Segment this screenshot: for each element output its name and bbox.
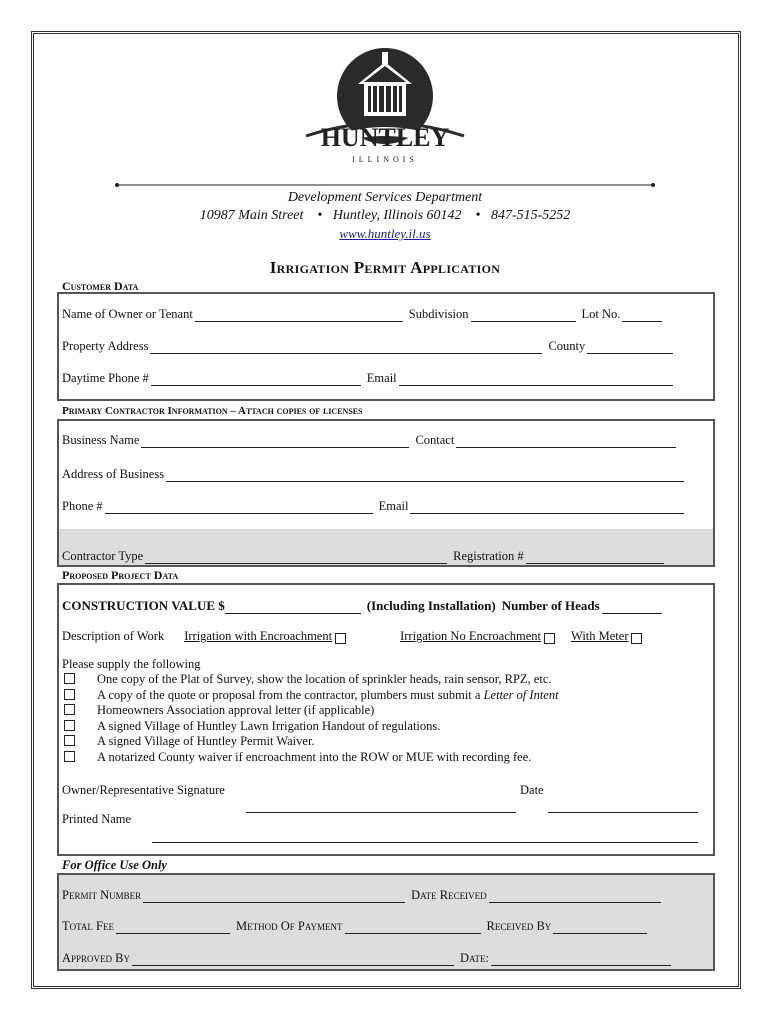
received-by-label: Received By [486,919,552,933]
permit-label: Permit Number [62,888,142,902]
contact-line: 10987 Main Street • Huntley, Illinois 60142 • 847-515-5252 [199,208,571,223]
huntley-logo [300,44,470,169]
letter-of-intent: Letter of Intent [483,687,559,702]
city-address: Huntley, Illinois 60142 [332,208,462,223]
requirement-checkbox[interactable] [64,673,75,684]
description-row [62,628,698,644]
printed-name-label: Printed Name [62,812,132,826]
owner-row [62,306,698,322]
contractor-type-field[interactable] [145,551,447,564]
daytime-phone-field[interactable] [151,373,361,386]
daytime-phone-label: Daytime Phone # [62,371,149,385]
contractor-type-row [62,548,698,564]
approved-label: Approved By [62,951,130,965]
signature-date-label: Date [520,783,544,797]
requirement-checkbox[interactable] [64,720,75,731]
approved-row [62,950,698,966]
street-address: 10987 Main Street [199,208,304,223]
requirement-text: A signed Village of Huntley Permit Waiver. [97,734,315,749]
requirement-item [62,734,559,750]
department-name: Development Services Department [287,190,483,205]
subdivision-field[interactable] [471,309,576,322]
heads-label: Number of Heads [501,598,600,613]
county-label: County [548,339,586,353]
received-by-field[interactable] [553,921,647,934]
project-heading: Proposed Project Data [62,568,179,582]
office-date-field[interactable] [491,953,671,966]
subdivision-label: Subdivision [408,307,469,321]
approved-field[interactable] [132,953,454,966]
property-label: Property Address [62,339,149,353]
logo-name: HUNTLEY [320,123,450,152]
lot-field[interactable] [622,309,662,322]
registration-label: Registration # [453,549,524,563]
requirement-checkbox[interactable] [64,735,75,746]
business-label: Business Name [62,433,140,447]
county-field[interactable] [587,341,673,354]
requirement-checkbox[interactable] [64,751,75,762]
contact-field[interactable] [456,435,676,448]
requirement-text: Homeowners Association approval letter (if applicable) [97,703,375,718]
property-row [62,338,698,354]
method-label: Method Of Payment [235,919,343,933]
including-label: (Including Installation) [366,598,496,613]
opt-encroachment-label: Irrigation with Encroachment [184,629,333,643]
signature-field[interactable] [246,812,516,813]
contractor-phone-row [62,498,698,514]
construction-value-row [62,598,698,614]
owner-field[interactable] [195,309,403,322]
business-field[interactable] [141,435,409,448]
method-field[interactable] [345,921,481,934]
contractor-email-label: Email [378,499,409,513]
requirement-text: A notarized County waiver if encroachment into the ROW or MUE with recording fee. [97,749,532,764]
customer-email-label: Email [366,371,397,385]
permit-row [62,887,698,903]
construction-value-label: CONSTRUCTION VALUE $ [62,598,225,613]
contractor-email-field[interactable] [410,501,684,514]
business-address-field[interactable] [166,469,684,482]
requirement-item [62,672,559,688]
customer-heading: Customer Data [62,279,139,293]
requirement-item [62,750,559,766]
contractor-heading: Primary Contractor Information – Attach copies of licenses [62,405,363,417]
owner-label: Name of Owner or Tenant [62,307,193,321]
requirement-item [62,688,559,704]
logo-subtitle: ILLINOIS [352,155,418,164]
opt-meter-checkbox[interactable] [631,633,642,644]
supply-label: Please supply the following [62,657,201,671]
customer-email-field[interactable] [399,373,673,386]
signature-date-field[interactable] [548,812,698,813]
total-fee-label: Total Fee [62,919,114,933]
opt-no-encroachment-checkbox[interactable] [544,633,555,644]
property-field[interactable] [150,341,542,354]
description-label: Description of Work [62,629,165,643]
business-address-label: Address of Business [62,467,165,481]
opt-meter-label: With Meter [571,629,629,643]
permit-field[interactable] [143,890,405,903]
header-divider [115,183,655,187]
fee-row [62,918,698,934]
contractor-phone-field[interactable] [105,501,373,514]
opt-no-encroachment-label: Irrigation No Encroachment [400,629,542,643]
requirement-checkbox[interactable] [64,689,75,700]
lot-label: Lot No. [581,307,621,321]
contact-label: Contact [415,433,455,447]
date-received-field[interactable] [489,890,661,903]
signature-label: Owner/Representative Signature [62,783,225,797]
requirement-text: One copy of the Plat of Survey, show the location of sprinkler heads, rain sensor, RPZ, etc. [97,672,552,686]
website-row [0,226,770,242]
requirement-text: A signed Village of Huntley Lawn Irrigation Handout of regulations. [97,718,441,733]
printed-name-field[interactable] [152,842,698,843]
opt-encroachment-checkbox[interactable] [335,633,346,644]
page-title: Irrigation Permit Application [269,258,501,277]
business-address-row [62,466,698,482]
office-heading: For Office Use Only [62,858,167,872]
contractor-type-label: Contractor Type [62,549,144,563]
requirement-item [62,703,559,719]
website-link[interactable]: www.huntley.il.us [339,226,431,241]
registration-field[interactable] [526,551,664,564]
requirement-item [62,719,559,735]
daytime-phone-row [62,370,698,386]
total-fee-field[interactable] [116,921,230,934]
requirements-list [62,672,559,766]
construction-value-field[interactable] [225,601,361,614]
heads-field[interactable] [602,601,662,614]
phone-number: 847-515-5252 [490,208,571,223]
business-row [62,432,698,448]
requirement-checkbox[interactable] [64,704,75,715]
office-date-label: Date: [460,951,489,965]
requirement-text: A copy of the quote or proposal from the contractor, plumbers must submit a [97,687,481,702]
date-received-label: Date Received [411,888,487,902]
contractor-phone-label: Phone # [62,499,103,513]
